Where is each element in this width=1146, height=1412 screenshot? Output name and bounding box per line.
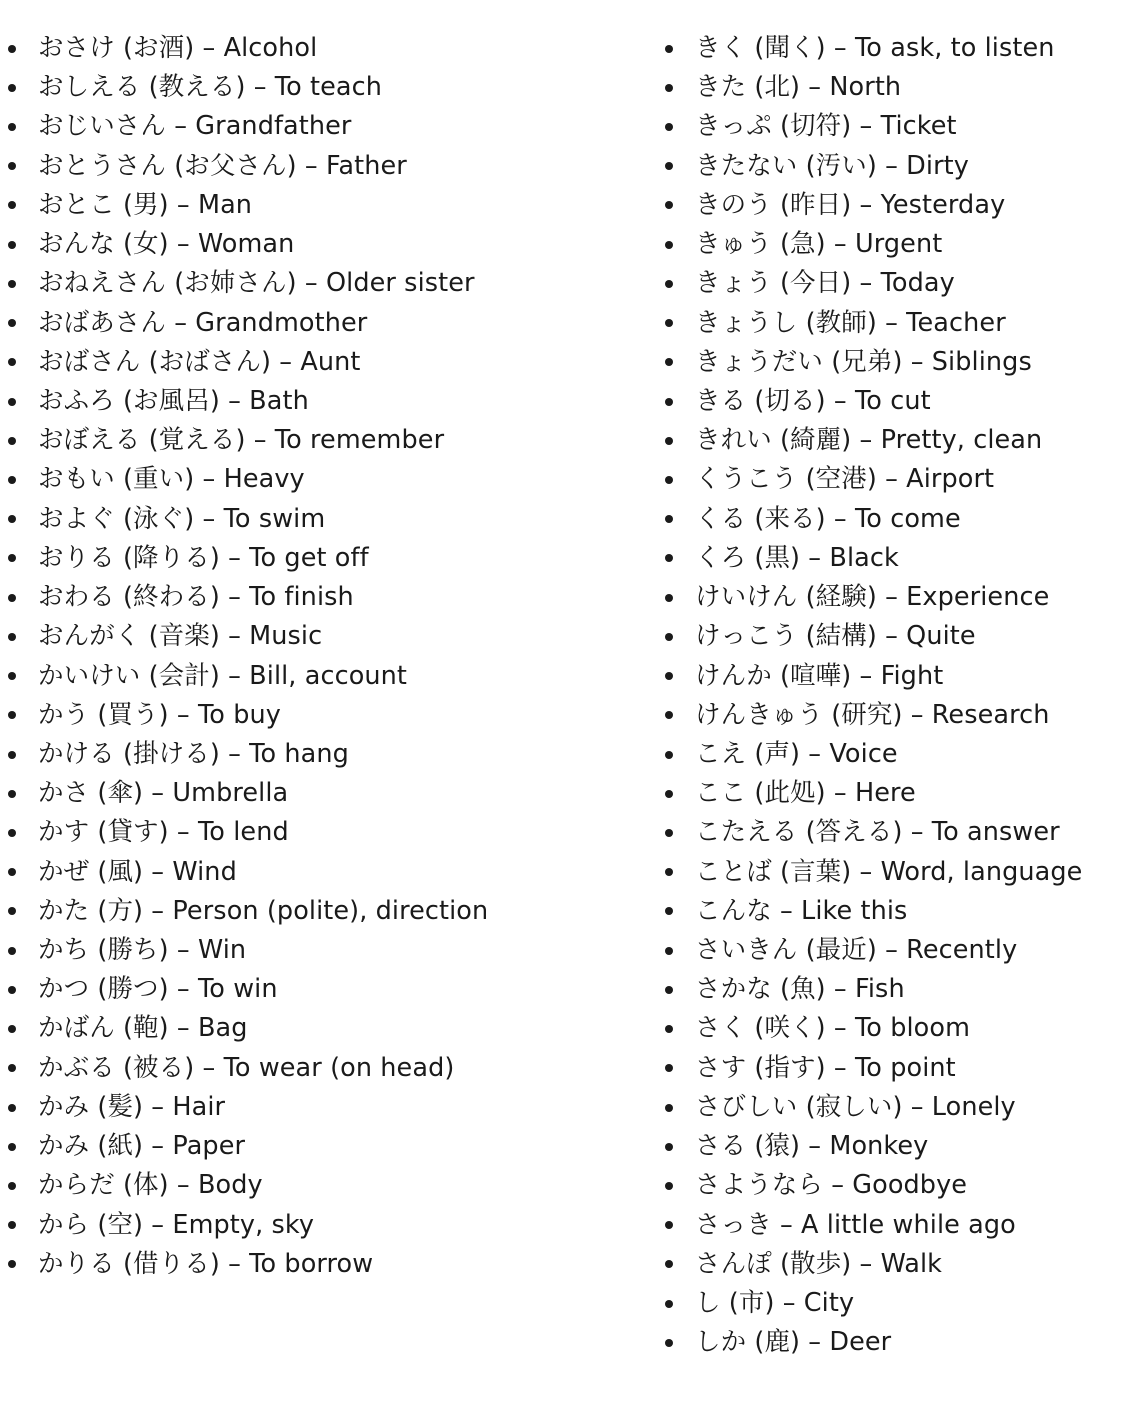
vocab-entry-text: かす (貸す) – To lend (38, 817, 289, 848)
vocab-item (8, 970, 638, 1009)
vocab-entry-text: おりる (降りる) – To get off (38, 542, 369, 573)
vocab-entry-text: きれい (綺麗) – Pretty, clean (695, 425, 1043, 456)
vocab-entry-text: およぐ (泳ぐ) – To swim (38, 503, 326, 534)
vocab-entry-text: こたえる (答える) – To answer (695, 817, 1060, 848)
vocab-entry-text: かばん (鞄) – Bag (38, 1013, 248, 1044)
bullet-icon (8, 476, 16, 484)
vocab-item (8, 382, 638, 421)
bullet-icon (8, 280, 16, 288)
vocab-item (8, 853, 638, 892)
vocab-item (8, 774, 638, 813)
vocab-item (665, 1127, 1140, 1166)
bullet-icon (665, 398, 673, 406)
vocab-item (8, 421, 638, 460)
vocab-entry-text: きく (聞く) – To ask, to listen (695, 33, 1055, 63)
bullet-icon (665, 1104, 673, 1112)
bullet-icon (665, 751, 673, 759)
vocab-item (8, 813, 638, 852)
vocab-item (665, 617, 1140, 656)
vocab-item (665, 186, 1140, 225)
vocab-item (8, 657, 638, 696)
vocab-item (8, 1166, 638, 1205)
bullet-icon (8, 162, 16, 170)
bullet-icon (8, 829, 16, 837)
vocab-item (8, 735, 638, 774)
vocab-entry-text: かつ (勝つ) – To win (38, 974, 278, 1005)
bullet-icon (665, 672, 673, 680)
vocab-item (665, 1245, 1140, 1284)
bullet-icon (665, 1300, 673, 1308)
bullet-icon (665, 1260, 673, 1268)
bullet-icon (8, 201, 16, 209)
vocab-entry-text: おしえる (教える) – To teach (38, 72, 383, 103)
bullet-icon (665, 1064, 673, 1072)
vocab-item (8, 1049, 638, 1088)
bullet-icon (665, 829, 673, 837)
vocab-item (665, 343, 1140, 382)
vocab-entry-text: おばあさん – Grandmother (38, 307, 368, 338)
vocab-item (665, 460, 1140, 499)
bullet-icon (665, 1221, 673, 1229)
vocab-entry-text: さく (咲く) – To bloom (695, 1013, 971, 1044)
vocab-item (8, 617, 638, 656)
vocab-entry-text: おとこ (男) – Man (38, 189, 253, 220)
vocab-item (8, 304, 638, 343)
bullet-icon (8, 554, 16, 562)
vocab-entry-text: おばさん (おばさん) – Aunt (38, 346, 361, 377)
vocab-item (665, 225, 1140, 264)
bullet-icon (8, 672, 16, 680)
vocab-entry-text: さようなら – Goodbye (695, 1170, 968, 1201)
vocab-item (665, 264, 1140, 303)
vocab-item (665, 500, 1140, 539)
vocab-entry-text: かみ (紙) – Paper (38, 1131, 246, 1162)
bullet-icon (8, 84, 16, 92)
bullet-icon (8, 907, 16, 915)
bullet-icon (665, 790, 673, 798)
vocab-item (8, 1009, 638, 1048)
vocab-item (8, 1206, 638, 1245)
vocab-entry-text: かぜ (風) – Wind (38, 856, 237, 887)
bullet-icon (8, 241, 16, 249)
vocab-item (665, 931, 1140, 970)
bullet-icon (665, 633, 673, 641)
vocab-entry-text: おんがく (音楽) – Music (38, 621, 323, 652)
vocab-item (8, 264, 638, 303)
bullet-icon (8, 1182, 16, 1190)
bullet-icon (8, 1143, 16, 1151)
vocab-entry-text: こえ (声) – Voice (695, 738, 898, 769)
vocab-entry-text: きたない (汚い) – Dirty (695, 150, 969, 181)
vocab-entry-text: けっこう (結構) – Quite (695, 621, 976, 652)
bullet-icon (8, 45, 16, 53)
bullet-icon (8, 123, 16, 131)
vocab-item (665, 29, 1140, 68)
vocab-entry-text: くろ (黒) – Black (695, 542, 899, 573)
vocab-item (665, 304, 1140, 343)
vocab-item (8, 147, 638, 186)
vocab-item (665, 696, 1140, 735)
vocab-item (665, 147, 1140, 186)
vocab-item (665, 657, 1140, 696)
bullet-icon (8, 986, 16, 994)
bullet-icon (665, 986, 673, 994)
vocab-entry-text: おもい (重い) – Heavy (38, 464, 305, 495)
vocab-entry-text: きのう (昨日) – Yesterday (695, 189, 1006, 220)
vocab-item (8, 500, 638, 539)
bullet-icon (8, 1221, 16, 1229)
vocab-entry-text: おぼえる (覚える) – To remember (38, 425, 445, 456)
vocab-item (665, 1206, 1140, 1245)
bullet-icon (665, 437, 673, 445)
vocab-item (8, 343, 638, 382)
vocab-entry-text: おじいさん – Grandfather (38, 111, 352, 142)
vocab-entry-text: きょうし (教師) – Teacher (695, 307, 1006, 338)
vocab-item (665, 382, 1140, 421)
bullet-icon (665, 241, 673, 249)
vocab-entry-text: かぶる (被る) – To wear (on head) (38, 1052, 455, 1083)
vocab-entry-text: くる (来る) – To come (695, 503, 961, 534)
vocab-item (665, 1166, 1140, 1205)
vocab-entry-text: きょう (今日) – Today (695, 268, 955, 299)
vocab-item (8, 1088, 638, 1127)
vocab-item (665, 539, 1140, 578)
vocab-item (665, 813, 1140, 852)
vocab-item (8, 578, 638, 617)
vocab-entry-text: おんな (女) – Woman (38, 229, 295, 260)
vocab-entry-text: さっき – A little while ago (695, 1209, 1016, 1240)
bullet-icon (665, 1025, 673, 1033)
vocab-entry-text: おとうさん (お父さん) – Father (38, 150, 407, 181)
vocab-entry-text: し (市) – City (695, 1288, 855, 1318)
vocab-entry-text: さかな (魚) – Fish (695, 974, 905, 1005)
bullet-icon (8, 1025, 16, 1033)
vocab-item (665, 1049, 1140, 1088)
bullet-icon (665, 554, 673, 562)
vocab-entry-text: おさけ (お酒) – Alcohol (38, 33, 318, 63)
bullet-icon (665, 1339, 673, 1347)
bullet-icon (8, 437, 16, 445)
vocab-entry-text: しか (鹿) – Deer (695, 1327, 892, 1358)
vocab-item (8, 1245, 638, 1284)
vocab-item (8, 696, 638, 735)
vocab-item (8, 460, 638, 499)
bullet-icon (665, 476, 673, 484)
vocab-entry-text: ことば (言葉) – Word, language (695, 856, 1083, 887)
vocab-item (8, 931, 638, 970)
vocab-entry-text: かいけい (会計) – Bill, account (38, 660, 408, 691)
vocab-item (665, 970, 1140, 1009)
vocab-entry-text: からだ (体) – Body (38, 1170, 263, 1201)
vocab-entry-text: さす (指す) – To point (695, 1052, 956, 1083)
vocab-item (665, 853, 1140, 892)
vocab-item (665, 421, 1140, 460)
bullet-icon (8, 1104, 16, 1112)
vocab-entry-text: かりる (借りる) – To borrow (38, 1248, 374, 1279)
vocab-item (8, 225, 638, 264)
vocab-item (665, 1009, 1140, 1048)
bullet-icon (8, 1064, 16, 1072)
vocab-item (665, 107, 1140, 146)
bullet-icon (8, 594, 16, 602)
bullet-icon (665, 907, 673, 915)
vocab-item (8, 1127, 638, 1166)
vocab-entry-text: から (空) – Empty, sky (38, 1209, 315, 1240)
vocab-entry-text: きっぷ (切符) – Ticket (695, 111, 957, 142)
vocab-entry-text: きる (切る) – To cut (695, 385, 931, 416)
vocab-entry-text: かみ (髪) – Hair (38, 1091, 226, 1122)
vocab-entry-text: おふろ (お風呂) – Bath (38, 385, 309, 416)
bullet-icon (665, 84, 673, 92)
vocab-entry-text: きょうだい (兄弟) – Siblings (695, 346, 1032, 377)
bullet-icon (8, 711, 16, 719)
bullet-icon (665, 947, 673, 955)
vocab-entry-text: くうこう (空港) – Airport (695, 464, 995, 495)
vocab-item (665, 1284, 1140, 1323)
vocab-item (665, 68, 1140, 107)
bullet-icon (665, 515, 673, 523)
vocab-item (665, 774, 1140, 813)
bullet-icon (665, 1143, 673, 1151)
bullet-icon (8, 751, 16, 759)
vocab-entry-text: きゅう (急) – Urgent (695, 229, 943, 260)
vocab-entry-text: さいきん (最近) – Recently (695, 935, 1018, 966)
bullet-icon (665, 162, 673, 170)
vocab-entry-text: けんきゅう (研究) – Research (695, 699, 1050, 730)
vocab-entry-text: かさ (傘) – Umbrella (38, 778, 289, 809)
vocab-entry-text: けんか (喧嘩) – Fight (695, 660, 944, 691)
bullet-icon (665, 594, 673, 602)
bullet-icon (8, 358, 16, 366)
vocab-entry-text: こんな – Like this (695, 895, 908, 926)
vocab-entry-text: かた (方) – Person (polite), direction (38, 895, 489, 926)
bullet-icon (8, 790, 16, 798)
bullet-icon (665, 358, 673, 366)
vocab-item (8, 68, 638, 107)
vocab-entry-text: かける (掛ける) – To hang (38, 738, 349, 769)
bullet-icon (8, 319, 16, 327)
vocab-entry-text: かう (買う) – To buy (38, 699, 281, 730)
vocab-item (665, 578, 1140, 617)
bullet-icon (665, 868, 673, 876)
vocab-entry-text: さびしい (寂しい) – Lonely (695, 1091, 1016, 1122)
vocab-item (665, 1323, 1140, 1362)
bullet-icon (8, 1260, 16, 1268)
vocab-entry-text: かち (勝ち) – Win (38, 935, 247, 966)
vocab-entry-text: ここ (此処) – Here (695, 778, 916, 809)
vocab-list-left (8, 29, 638, 1284)
vocab-item (8, 107, 638, 146)
vocab-item (665, 892, 1140, 931)
bullet-icon (665, 280, 673, 288)
vocab-item (665, 1088, 1140, 1127)
bullet-icon (665, 319, 673, 327)
bullet-icon (665, 201, 673, 209)
vocab-entry-text: さんぽ (散歩) – Walk (695, 1248, 943, 1279)
bullet-icon (665, 711, 673, 719)
vocab-item (8, 29, 638, 68)
vocab-entry-text: おわる (終わる) – To finish (38, 582, 354, 613)
bullet-icon (665, 45, 673, 53)
vocab-entry-text: さる (猿) – Monkey (695, 1131, 929, 1162)
bullet-icon (8, 868, 16, 876)
bullet-icon (8, 398, 16, 406)
bullet-icon (665, 123, 673, 131)
vocab-item (8, 892, 638, 931)
bullet-icon (8, 947, 16, 955)
vocab-item (665, 735, 1140, 774)
bullet-icon (8, 515, 16, 523)
bullet-icon (8, 633, 16, 641)
vocab-entry-text: おねえさん (お姉さん) – Older sister (38, 268, 475, 299)
vocab-entry-text: けいけん (経験) – Experience (695, 582, 1050, 613)
vocab-item (8, 539, 638, 578)
vocab-entry-text: きた (北) – North (695, 72, 902, 103)
bullet-icon (665, 1182, 673, 1190)
vocab-item (8, 186, 638, 225)
vocab-list-right (665, 29, 1140, 1362)
